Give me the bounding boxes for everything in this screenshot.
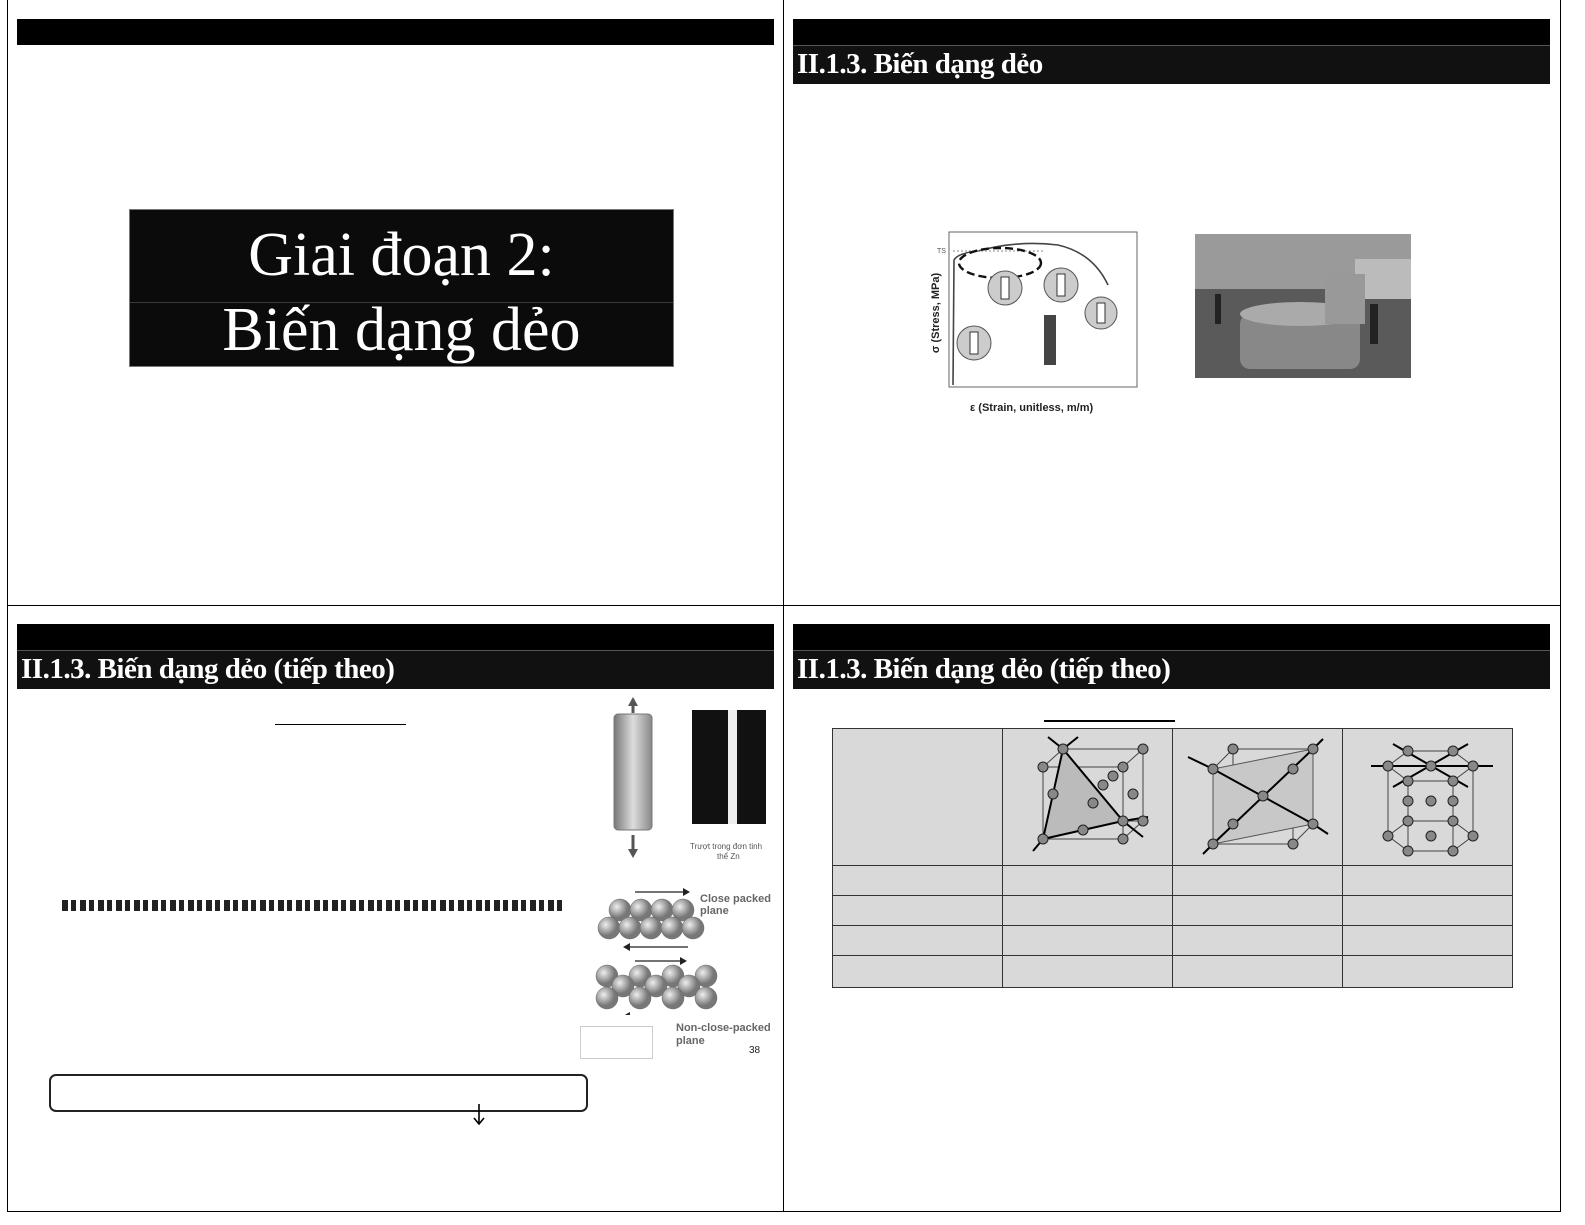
slide-3-underline	[275, 724, 406, 725]
frame-left	[7, 0, 8, 1212]
non-close-packed-label-line-2: plane	[676, 1035, 705, 1047]
zn-caption-line-1: Trượt trong đơn tinh	[690, 842, 763, 851]
slide-3-callout-box	[49, 1074, 588, 1112]
slip-systems-table	[832, 728, 1513, 988]
slip-band	[728, 710, 737, 824]
table-row	[833, 926, 1513, 956]
table-cell-bcc	[1173, 729, 1343, 866]
zn-caption-line-2: thể Zn	[717, 852, 740, 861]
table-cell-hcp	[1343, 729, 1513, 866]
table-row	[833, 896, 1513, 926]
slide-1-header-bar	[17, 19, 774, 45]
slide-2-header-bar-top	[793, 19, 1550, 45]
down-arrow-icon	[472, 1104, 486, 1126]
slide-4-header-bar-top	[793, 624, 1550, 650]
non-close-packed-label-line-1: Non-close-packed	[676, 1022, 771, 1034]
stress-strain-figure	[918, 225, 1143, 425]
slide-4-underline	[1044, 720, 1175, 722]
page-number: 38	[749, 1045, 761, 1056]
slide-1-title-box	[129, 209, 674, 367]
frame-bottom	[7, 1211, 1561, 1212]
frame-middle-horizontal	[7, 605, 1561, 606]
table-row	[833, 866, 1513, 896]
cylinder-specimen-figure	[608, 697, 658, 859]
slide-3-title: II.1.3. Biến dạng dẻo (tiếp theo)	[21, 653, 395, 685]
slide-1-title-line-2: Biến dạng dẻo	[222, 296, 581, 364]
zn-slip-micrograph	[692, 710, 766, 824]
table-row-structures	[833, 729, 1513, 866]
frame-right	[1560, 0, 1561, 1212]
slide-2-title: II.1.3. Biến dạng dẻo	[797, 48, 1043, 80]
factory-photo	[1195, 234, 1411, 378]
frame-center-vertical	[783, 0, 784, 1212]
table-row	[833, 956, 1513, 988]
fcc-unit-cell-icon	[1003, 729, 1172, 860]
stress-strain-svg	[918, 225, 1143, 425]
cylinder-svg	[608, 697, 658, 859]
close-packed-label-line-1: Close packed	[700, 893, 771, 905]
blank-inset-box	[580, 1026, 653, 1059]
ts-label: TS	[937, 248, 946, 255]
x-axis-label: ε (Strain, unitless, m/m)	[970, 402, 1094, 414]
slide-1-title-line-1: Giai đoạn 2:	[248, 221, 555, 289]
slide-4-title: II.1.3. Biến dạng dẻo (tiếp theo)	[797, 653, 1171, 685]
hcp-unit-cell-icon	[1343, 729, 1512, 860]
factory-photo-svg	[1195, 234, 1411, 378]
slide-3-header-bar-top	[17, 624, 774, 650]
close-packed-label-line-2: plane	[700, 905, 729, 917]
table-cell-header	[833, 729, 1003, 866]
y-axis-label: σ (Stress, MPa)	[930, 272, 942, 354]
bcc-unit-cell-icon	[1173, 729, 1342, 860]
slide-3-obscured-text	[62, 900, 562, 911]
table-cell-fcc	[1003, 729, 1173, 866]
